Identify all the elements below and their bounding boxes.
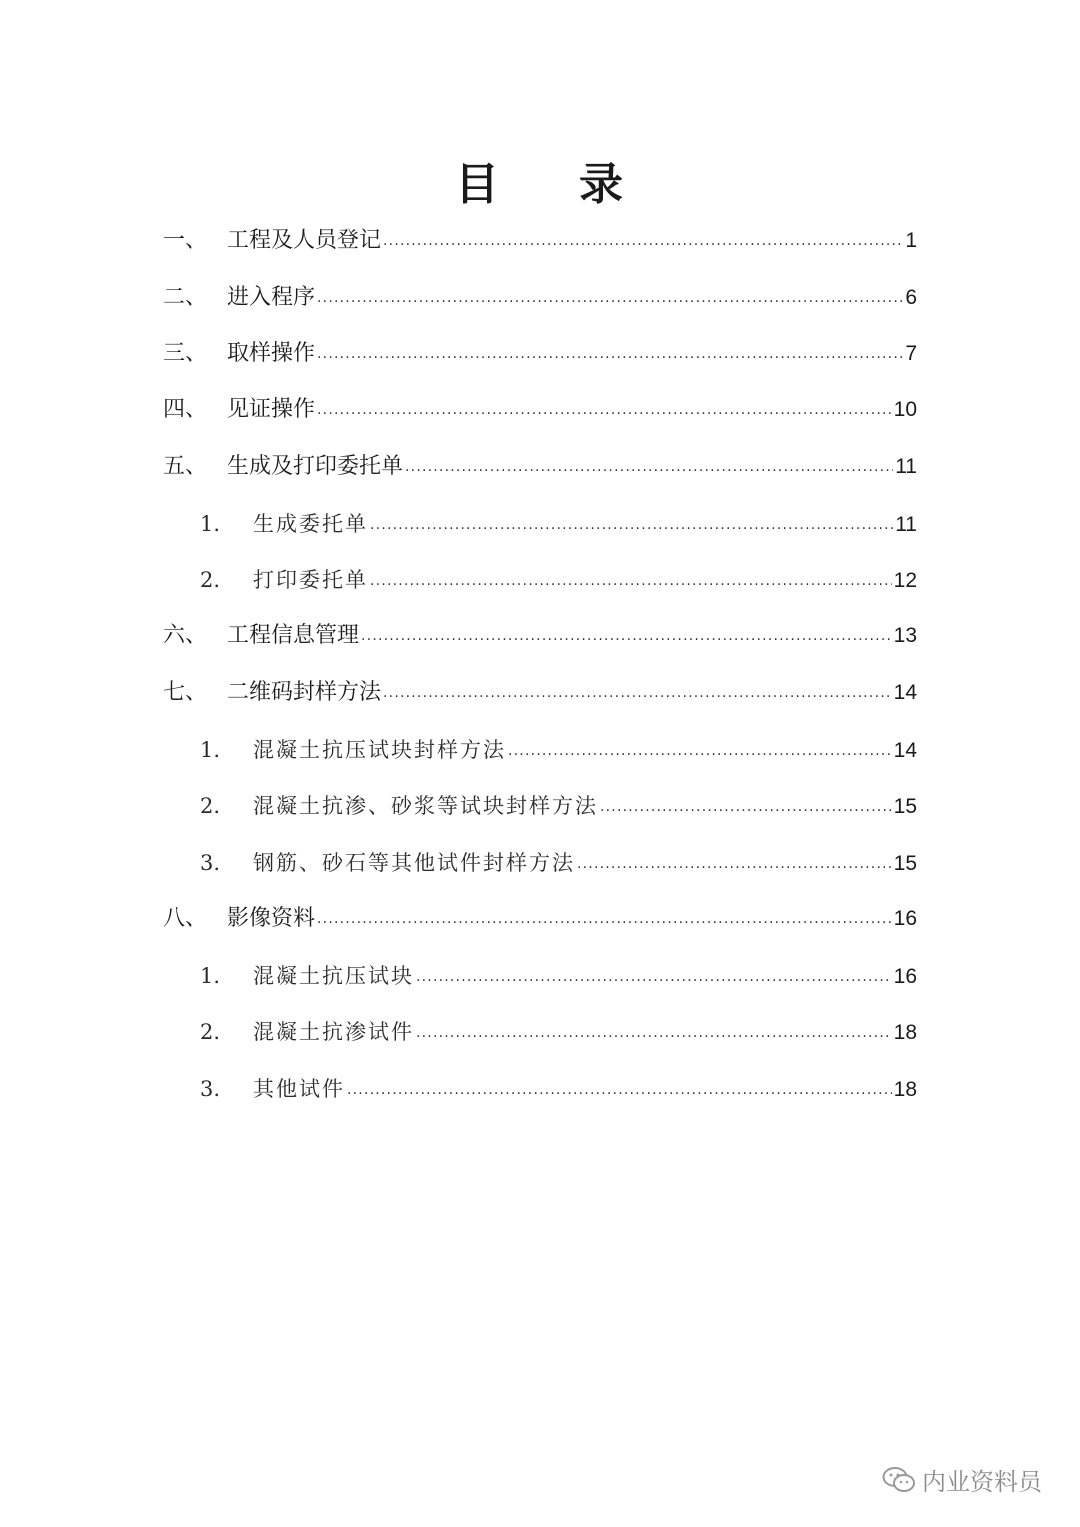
toc-page-number: 16 <box>893 965 917 988</box>
toc-leader-dots <box>370 561 892 598</box>
toc-entry[interactable] <box>163 450 917 484</box>
toc-leader-dots <box>347 1070 892 1107</box>
toc-number: 1. <box>200 964 221 988</box>
title-char-1: 目 <box>455 159 501 210</box>
toc-text: 其他试件 <box>253 1077 345 1101</box>
toc-number: 1. <box>200 512 221 536</box>
toc-leader-dots <box>370 505 893 542</box>
toc-subentry[interactable] <box>200 1015 917 1049</box>
toc-text: 混凝土抗渗、砂浆等试块封样方法 <box>253 794 598 818</box>
toc-subentry[interactable] <box>200 846 917 880</box>
toc-text: 二维码封样方法 <box>227 680 382 705</box>
toc-page-number: 6 <box>905 286 917 309</box>
toc-number: 2. <box>200 794 221 818</box>
toc-entry[interactable] <box>163 902 917 936</box>
toc-number: 七、 <box>163 680 208 705</box>
toc-leader-dots <box>508 731 892 768</box>
toc-number: 六、 <box>163 623 208 648</box>
toc-page-number: 13 <box>893 624 917 647</box>
toc-page-number: 14 <box>893 681 917 704</box>
title-char-2: 录 <box>579 159 625 210</box>
toc-leader-dots <box>383 674 892 710</box>
toc-page-number: 11 <box>895 455 917 478</box>
toc-text: 工程信息管理 <box>227 623 360 648</box>
toc-page-number: 12 <box>893 569 917 592</box>
toc-leader-dots <box>383 222 903 258</box>
toc-entry[interactable] <box>163 619 917 653</box>
toc-number: 二、 <box>163 285 208 310</box>
toc-number: 一、 <box>163 228 208 253</box>
toc-entry[interactable] <box>163 281 917 315</box>
toc-page-number: 10 <box>893 398 917 421</box>
toc-page-number: 15 <box>893 795 917 818</box>
toc-text: 生成委托单 <box>253 512 368 536</box>
toc-page-number: 18 <box>893 1021 917 1044</box>
toc-number: 四、 <box>163 397 208 422</box>
toc-page-number: 14 <box>893 739 917 762</box>
toc-text: 影像资料 <box>227 906 316 931</box>
toc-text: 混凝土抗压试块封样方法 <box>253 738 506 762</box>
toc-text: 进入程序 <box>227 285 316 310</box>
toc-entry[interactable] <box>163 224 917 258</box>
watermark <box>882 1462 1042 1497</box>
toc-number: 2. <box>200 568 221 592</box>
toc-page-number: 11 <box>895 513 917 536</box>
toc-leader-dots <box>577 844 892 881</box>
toc-leader-dots <box>416 957 892 994</box>
toc-entry[interactable] <box>163 337 917 371</box>
toc-text: 见证操作 <box>227 397 316 422</box>
toc-text: 打印委托单 <box>253 568 368 592</box>
toc-leader-dots <box>317 391 892 427</box>
toc-subentry[interactable] <box>200 507 917 541</box>
toc-subentry[interactable] <box>200 789 917 823</box>
toc-page-number: 18 <box>893 1078 917 1101</box>
toc-text: 生成及打印委托单 <box>227 454 404 479</box>
toc-subentry[interactable] <box>200 1072 917 1106</box>
toc-number: 2. <box>200 1020 221 1044</box>
toc-text: 混凝土抗渗试件 <box>253 1020 414 1044</box>
toc-subentry[interactable] <box>200 733 917 767</box>
toc-leader-dots <box>317 900 892 936</box>
toc-leader-dots <box>416 1013 892 1050</box>
toc-leader-dots <box>405 448 893 484</box>
toc-page-number: 7 <box>905 342 917 365</box>
watermark-text: 内业资料员 <box>922 1468 1042 1496</box>
toc-number: 3. <box>200 851 221 875</box>
toc-number: 1. <box>200 738 221 762</box>
toc-number: 八、 <box>163 906 208 931</box>
toc-number: 3. <box>200 1077 221 1101</box>
wechat-icon <box>882 1466 916 1494</box>
toc-text: 钢筋、砂石等其他试件封样方法 <box>253 851 575 875</box>
toc-text: 工程及人员登记 <box>227 228 382 253</box>
toc-leader-dots <box>600 787 892 824</box>
toc-number: 五、 <box>163 454 208 479</box>
toc-entry[interactable] <box>163 393 917 427</box>
toc-text: 混凝土抗压试块 <box>253 964 414 988</box>
toc-page-number: 15 <box>893 852 917 875</box>
toc-page-number: 16 <box>893 907 917 930</box>
toc-subentry[interactable] <box>200 563 917 597</box>
toc-number: 三、 <box>163 341 208 366</box>
toc-leader-dots <box>317 279 903 315</box>
toc-text: 取样操作 <box>227 341 316 366</box>
toc-leader-dots <box>361 617 892 653</box>
toc-page-number: 1 <box>905 229 917 252</box>
toc-subentry[interactable] <box>200 959 917 993</box>
toc-entry[interactable] <box>163 676 917 710</box>
toc-leader-dots <box>317 335 903 371</box>
